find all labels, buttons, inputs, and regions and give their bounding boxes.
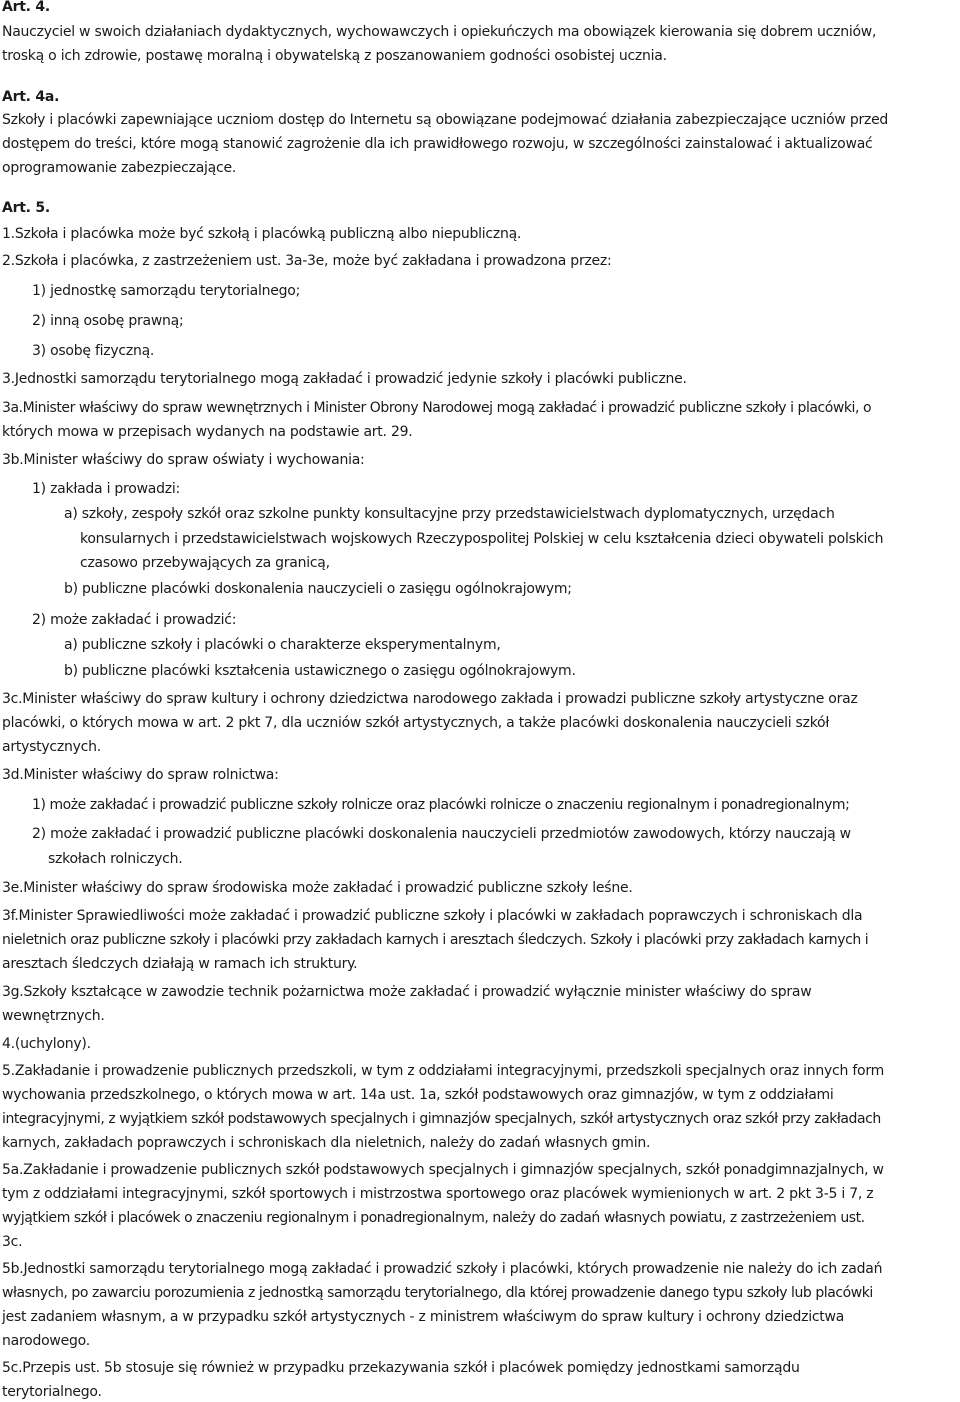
paragraph-line: 3e.Minister właściwy do spraw środowiska może zakładać i prowadzić publiczne szkoły leśne. xyxy=(2,880,633,896)
list-item: 2) inną osobę prawną; xyxy=(32,313,184,329)
paragraph-line: 3d.Minister właściwy do spraw rolnictwa: xyxy=(2,767,279,783)
paragraph-line: wewnętrznych. xyxy=(2,1008,105,1024)
paragraph-line: dostępem do treści, które mogą stanowić zagrożenie dla ich prawidłowego rozwoju, w szczególności zainstalować i aktualizować xyxy=(2,136,873,152)
paragraph-line: których mowa w przepisach wydanych na podstawie art. 29. xyxy=(2,424,413,440)
list-item: konsularnych i przedstawicielstwach wojskowych Rzeczypospolitej Polskiej w celu kształcenia dzieci obywateli polskich xyxy=(80,531,884,547)
paragraph-line: 5a.Zakładanie i prowadzenie publicznych szkół podstawowych specjalnych i gimnazjów specjalnych, szkół ponadgimnazjalnych, w xyxy=(2,1162,884,1178)
paragraph-line: artystycznych. xyxy=(2,739,101,755)
paragraph-line: 2.Szkoła i placówka, z zastrzeżeniem ust. 3a-3e, może być zakładana i prowadzona przez: xyxy=(2,253,612,269)
paragraph-line: 1.Szkoła i placówka może być szkołą i placówką publiczną albo niepubliczną. xyxy=(2,226,522,242)
list-item: szkołach rolniczych. xyxy=(48,851,183,867)
paragraph-line: tym z oddziałami integracyjnymi, szkół sportowych i mistrzostwa sportowego oraz placówek wymienionych w art. 2 pkt 3-5 i 7, z xyxy=(2,1186,874,1202)
art4a-heading: Art. 4a. xyxy=(2,89,60,105)
paragraph-line: 4.(uchylony). xyxy=(2,1036,91,1052)
paragraph-line: jest zadaniem własnym, a w przypadku szkół artystycznych - z ministrem właściwym do spraw kultury i ochrony dziedzictwa xyxy=(2,1309,845,1325)
paragraph-line: 3b.Minister właściwy do spraw oświaty i wychowania: xyxy=(2,452,365,468)
list-item: 2) może zakładać i prowadzić: xyxy=(32,612,237,628)
paragraph-line: 3g.Szkoły kształcące w zawodzie technik pożarnictwa może zakładać i prowadzić wyłącznie minister właściwy do spraw xyxy=(2,984,812,1000)
paragraph-line: 5.Zakładanie i prowadzenie publicznych przedszkoli, w tym z oddziałami integracyjnymi, przedszkoli specjalnych oraz innych form xyxy=(2,1063,884,1079)
paragraph-line: wyjątkiem szkół i placówek o znaczeniu regionalnym i ponadregionalnym, należy do zadań własnych powiatu, z zastrzeżeniem ust. xyxy=(2,1210,865,1226)
list-item: 1) może zakładać i prowadzić publiczne szkoły rolnicze oraz placówki rolnicze o znaczeniu regionalnym i ponadregionalnym; xyxy=(32,797,850,813)
paragraph-line: 3c.Minister właściwy do spraw kultury i ochrony dziedzictwa narodowego zakłada i prowadzi publiczne szkoły artystyczne oraz xyxy=(2,691,858,707)
paragraph-line: placówki, o których mowa w art. 2 pkt 7, dla uczniów szkół artystycznych, a także placówki doskonalenia nauczycieli szkół xyxy=(2,715,830,731)
paragraph-line: oprogramowanie zabezpieczające. xyxy=(2,160,237,176)
paragraph-line: terytorialnego. xyxy=(2,1384,102,1400)
list-item: 2) może zakładać i prowadzić publiczne placówki doskonalenia nauczycieli przedmiotów zawodowych, którzy nauczają w xyxy=(32,826,851,842)
paragraph-line: narodowego. xyxy=(2,1333,90,1349)
list-item: 3) osobę fizyczną. xyxy=(32,343,155,359)
list-item: 1) zakłada i prowadzi: xyxy=(32,481,180,497)
list-item: b) publiczne placówki doskonalenia nauczycieli o zasięgu ogólnokrajowym; xyxy=(64,581,572,597)
paragraph-line: 3a.Minister właściwy do spraw wewnętrznych i Minister Obrony Narodowej mogą zakładać i prowadzić publiczne szkoły i placówki, o xyxy=(2,400,872,416)
list-item: a) szkoły, zespoły szkół oraz szkolne punkty konsultacyjne przy przedstawicielstwach dyplomatycznych, urzędach xyxy=(64,506,835,522)
paragraph-line: troską o ich zdrowie, postawę moralną i obywatelską z poszanowaniem godności osobistej ucznia. xyxy=(2,48,667,64)
list-item: a) publiczne szkoły i placówki o charakterze eksperymentalnym, xyxy=(64,637,501,653)
paragraph-line: własnych, po zawarciu porozumienia z jednostką samorządu terytorialnego, dla której prowadzenie danego typu szkoły lub placówki xyxy=(2,1285,873,1301)
art4-heading: Art. 4. xyxy=(2,0,50,15)
list-item: czasowo przebywających za granicą, xyxy=(80,555,330,571)
paragraph-line: Nauczyciel w swoich działaniach dydaktycznych, wychowawczych i opiekuńczych ma obowiązek kierowania się dobrem uczniów, xyxy=(2,24,877,40)
paragraph-line: 3c. xyxy=(2,1234,23,1250)
list-item: 1) jednostkę samorządu terytorialnego; xyxy=(32,283,301,299)
paragraph-line: 5b.Jednostki samorządu terytorialnego mogą zakładać i prowadzić szkoły i placówki, których prowadzenie nie należy do ich zadań xyxy=(2,1261,883,1277)
paragraph-line: 3f.Minister Sprawiedliwości może zakładać i prowadzić publiczne szkoły i placówki w zakładach poprawczych i schroniskach dla xyxy=(2,908,863,924)
paragraph-line: Szkoły i placówki zapewniające uczniom dostęp do Internetu są obowiązane podejmować działania zabezpieczające uczniów przed xyxy=(2,112,889,128)
paragraph-line: aresztach śledczych działają w ramach ich struktury. xyxy=(2,956,358,972)
paragraph-line: karnych, zakładach poprawczych i schroniskach dla nieletnich, należy do zadań własnych gmin. xyxy=(2,1135,651,1151)
art5-heading: Art. 5. xyxy=(2,200,50,216)
paragraph-line: 3.Jednostki samorządu terytorialnego mogą zakładać i prowadzić jedynie szkoły i placówki publiczne. xyxy=(2,371,687,387)
list-item: b) publiczne placówki kształcenia ustawicznego o zasięgu ogólnokrajowym. xyxy=(64,663,576,679)
paragraph-line: nieletnich oraz publiczne szkoły i placówki przy zakładach karnych i aresztach śledczych. Szkoły i placówki przy zakładach karnych i xyxy=(2,932,869,948)
paragraph-line: wychowania przedszkolnego, o których mowa w art. 14a ust. 1a, szkół podstawowych oraz gimnazjów, w tym z oddziałami xyxy=(2,1087,834,1103)
paragraph-line: integracyjnymi, z wyjątkiem szkół podstawowych specjalnych i gimnazjów specjalnych, szkół artystycznych oraz szkół przy zakładach xyxy=(2,1111,881,1127)
paragraph-line: 5c.Przepis ust. 5b stosuje się również w przypadku przekazywania szkół i placówek pomiędzy jednostkami samorządu xyxy=(2,1360,800,1376)
